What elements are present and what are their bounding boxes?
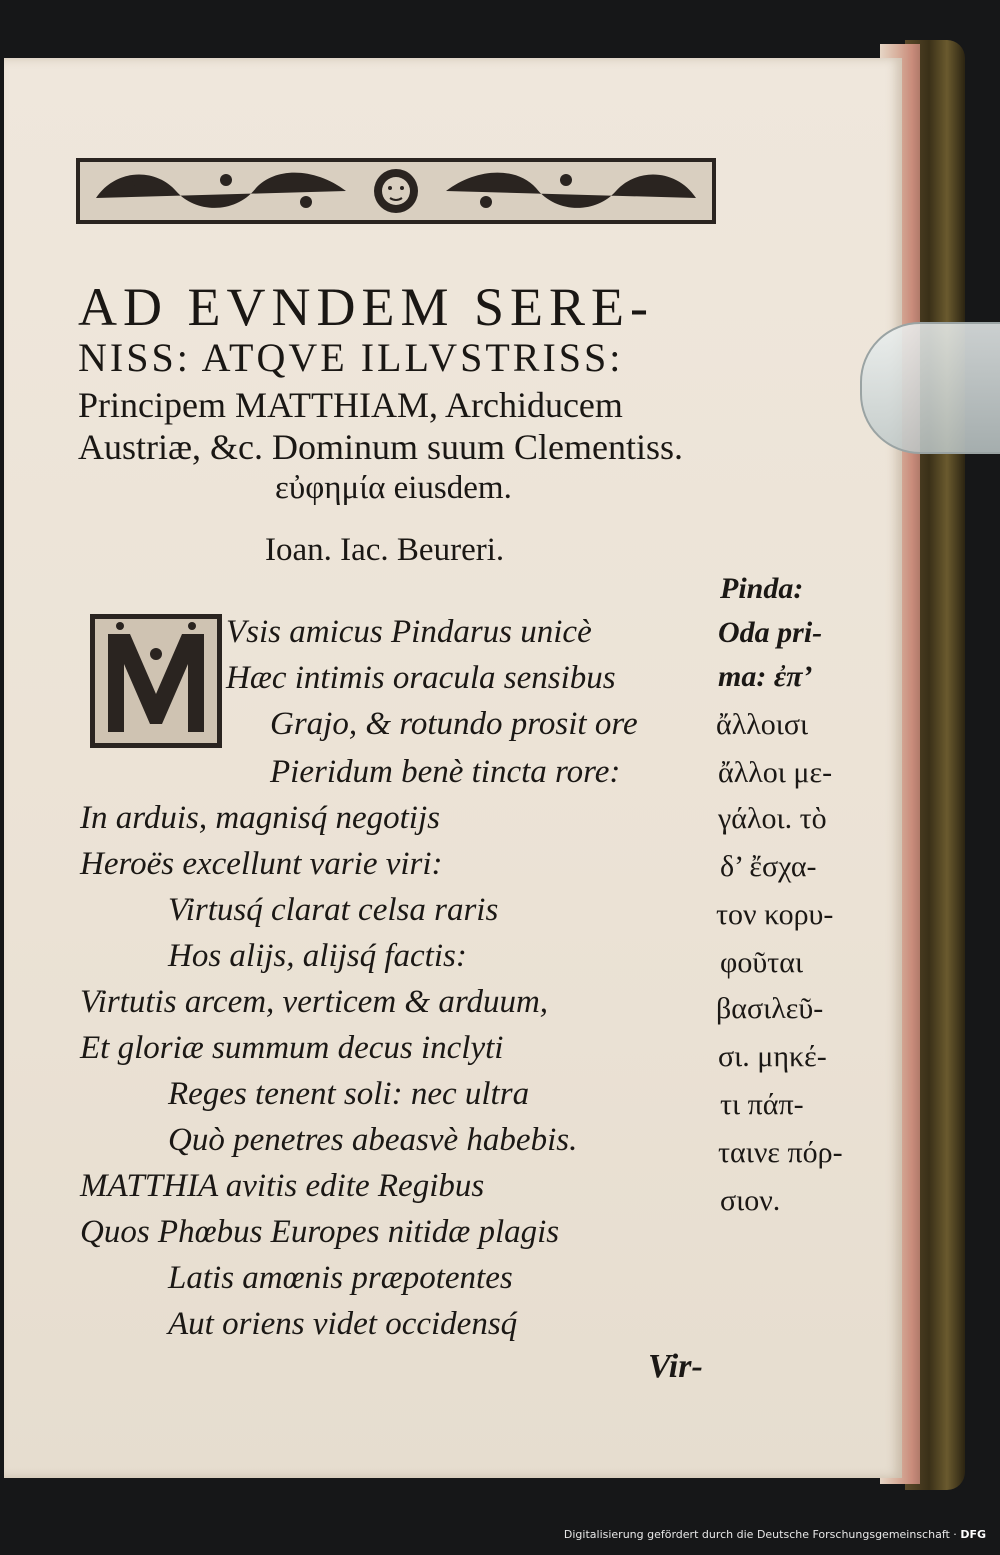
verse-line: Reges tenent soli: nec ultra — [168, 1076, 530, 1112]
digitization-credit — [564, 1528, 986, 1541]
verse-line: Hæc intimis oracula sensibus — [226, 660, 616, 696]
verse-line: Et gloriæ summum decus inclyti — [80, 1030, 504, 1066]
marginal-note-line: Oda pri- — [718, 616, 823, 649]
verse-line: Aut oriens videt occidensq́ — [168, 1306, 518, 1342]
marginal-note-line: τι πάπ- — [720, 1088, 804, 1121]
verse-line: MATTHIA avitis edite Regibus — [80, 1168, 485, 1204]
verse-line: Hos alijs, alijsq́ factis: — [168, 938, 467, 974]
verse-line: Vsis amicus Pindarus unicè — [226, 614, 592, 650]
marginal-note-line: ἄλλοισι — [716, 708, 809, 741]
credit-text: Digitalisierung gefördert durch die Deutsche Forschungsgemeinschaft · — [563, 1528, 957, 1541]
decorated-initial-m — [90, 614, 222, 748]
marginal-note-line: σιον. — [720, 1184, 781, 1217]
title-line-3: Principem MATTHIAM, Archiducem — [78, 385, 623, 425]
verse-line: Virtusq́ clarat celsa raris — [168, 892, 499, 928]
verse-line: Latis amœnis præpotentes — [168, 1260, 513, 1296]
catchword: Vir- — [648, 1348, 703, 1385]
title-line-1: AD EVNDEM SERE- — [78, 277, 654, 337]
marginal-note-line: ταινε πόρ- — [718, 1136, 843, 1169]
title-line-4: Austriæ, &c. Dominum suum Clementiss. — [78, 427, 684, 467]
title-line-5: εὐφημία eiusdem. — [275, 470, 512, 506]
dfg-logo: DFG — [960, 1528, 986, 1541]
verse-line: Quò penetres abeasvè habebis. — [168, 1122, 578, 1158]
title-line-2: NISS: ATQVE ILLVSTRISS: — [78, 335, 624, 380]
page-clip — [860, 322, 1000, 454]
marginal-note-line: σι. μηκέ- — [718, 1040, 827, 1073]
author-line: Ioan. Iac. Beureri. — [265, 532, 505, 568]
verse-line: Quos Phœbus Europes nitidæ plagis — [80, 1214, 560, 1250]
marginal-note-line: ἄλλοι με- — [718, 756, 833, 789]
verse-line: In arduis, magnisq́ negotijs — [80, 800, 440, 836]
verse-line: Grajo, & rotundo prosit ore — [270, 706, 638, 742]
verse-line: Virtutis arcem, verticem & arduum, — [80, 984, 549, 1020]
marginal-note-line: ma: ἐπ’ — [718, 660, 813, 693]
marginal-note-line: φοῦται — [720, 946, 804, 979]
verse-line: Pieridum benè tincta rore: — [270, 754, 621, 790]
marginal-note-line: δ’ ἔσχα- — [720, 850, 817, 883]
ornamental-headpiece — [76, 158, 716, 224]
verse-line: Heroës excellunt varie viri: — [80, 846, 443, 882]
marginal-note-line: γάλοι. τὸ — [718, 802, 827, 835]
marginal-note-line: βασιλεῦ- — [716, 992, 824, 1025]
marginal-note-line: Pinda: — [720, 572, 804, 605]
marginal-note-line: τον κορυ- — [716, 898, 834, 931]
